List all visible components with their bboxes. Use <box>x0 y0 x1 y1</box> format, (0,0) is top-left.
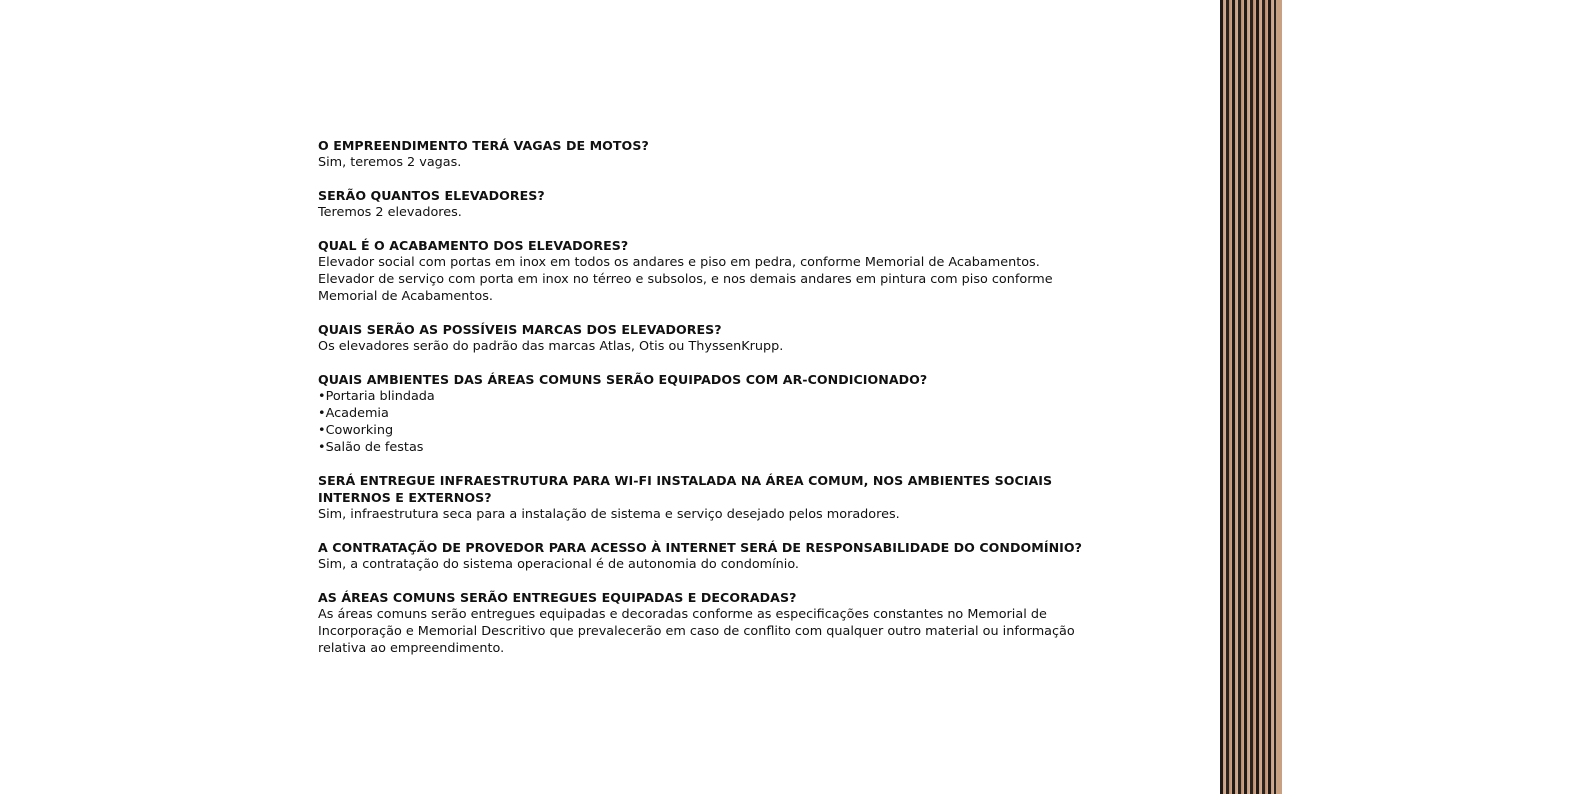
faq-question: SERÁ ENTREGUE INFRAESTRUTURA PARA WI-FI INSTALADA NA ÁREA COMUM, NOS AMBIENTES SOCIAIS INTERNOS E EXTERNOS? <box>318 473 1053 505</box>
faq-item-elevadores <box>318 187 1098 221</box>
wood-slat-panel-image <box>1220 0 1282 794</box>
faq-question: A CONTRATAÇÃO DE PROVEDOR PARA ACESSO À INTERNET SERÁ DE RESPONSABILIDADE DO CONDOMÍNIO? <box>318 540 1083 555</box>
faq-question: O EMPREENDIMENTO TERÁ VAGAS DE MOTOS? <box>318 138 649 153</box>
faq-answer: As áreas comuns serão entregues equipadas e decoradas conforme as especificações constantes no Memorial de Incorporação e Memorial Descritivo que prevalecerão em caso de conflito com qualquer outro material ou informação relativa ao empreendimento. <box>318 607 1075 656</box>
faq-item-areas-comuns <box>318 589 1098 657</box>
faq-item-acabamento-elevadores <box>318 237 1098 305</box>
faq-answer: Sim, teremos 2 vagas. <box>318 155 462 170</box>
faq-item-motos <box>318 137 1098 171</box>
list-item: • Portaria blindada <box>318 388 1098 405</box>
faq-answer-list <box>318 388 1098 456</box>
faq-question: AS ÁREAS COMUNS SERÃO ENTREGUES EQUIPADAS E DECORADAS? <box>318 590 797 605</box>
faq-item-ar-condicionado <box>318 371 1098 456</box>
faq-answer: Sim, a contratação do sistema operacional é de autonomia do condomínio. <box>318 557 800 572</box>
faq-item-marcas-elevadores <box>318 321 1098 355</box>
faq-question: SERÃO QUANTOS ELEVADORES? <box>318 188 545 203</box>
faq-question: QUAIS SERÃO AS POSSÍVEIS MARCAS DOS ELEVADORES? <box>318 322 722 337</box>
list-item: • Academia <box>318 405 1098 422</box>
faq-answer: Teremos 2 elevadores. <box>318 205 462 220</box>
faq-item-provedor-internet <box>318 539 1098 573</box>
faq-answer: Elevador de serviço com porta em inox no térreo e subsolos, e nos demais andares em pintura com piso conforme Memorial de Acabamentos. <box>318 272 1053 304</box>
faq-section <box>318 137 1098 673</box>
faq-answer: Elevador social com portas em inox em todos os andares e piso em pedra, conforme Memorial de Acabamentos. <box>318 255 1040 270</box>
faq-question: QUAL É O ACABAMENTO DOS ELEVADORES? <box>318 238 629 253</box>
faq-answer: Os elevadores serão do padrão das marcas Atlas, Otis ou ThyssenKrupp. <box>318 339 784 354</box>
faq-answer: Sim, infraestrutura seca para a instalação de sistema e serviço desejado pelos moradores. <box>318 507 900 522</box>
faq-question: QUAIS AMBIENTES DAS ÁREAS COMUNS SERÃO EQUIPADOS COM AR-CONDICIONADO? <box>318 372 928 387</box>
faq-item-wifi <box>318 472 1098 523</box>
list-item: • Salão de festas <box>318 439 1098 456</box>
list-item: • Coworking <box>318 422 1098 439</box>
